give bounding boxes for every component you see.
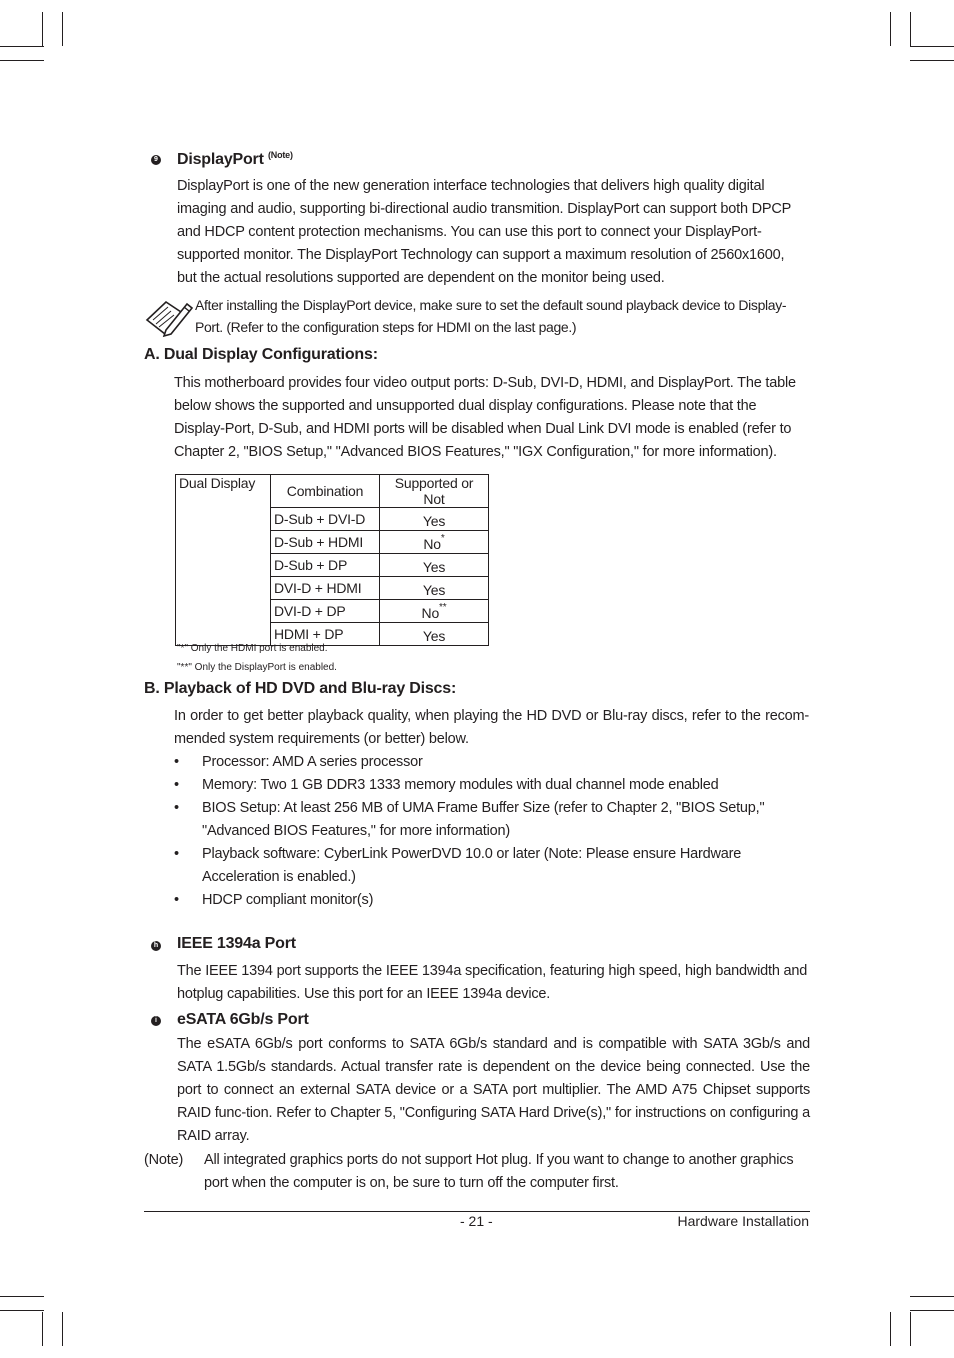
- supported-mark: *: [440, 532, 445, 544]
- bullet-dot: •: [174, 754, 179, 770]
- displayport-tip: After installing the DisplayPort device, make sure to set the default sound playback device to Display-Port. (Refer to the configuration steps for HDMI on the last page.): [195, 297, 787, 335]
- ieee-title: IEEE 1394a Port: [177, 935, 296, 952]
- list-item-text: HDCP compliant monitor(s): [202, 892, 374, 908]
- section-bullet-icon: h: [151, 941, 161, 951]
- table-header-supported: Supported or Not: [380, 475, 489, 508]
- list-item: [174, 889, 810, 912]
- bullet-dot: •: [174, 892, 179, 908]
- displayport-body: DisplayPort is one of the new generation interface technologies that delivers high quality digital imaging and audio, supporting bi-directional audio transmition. DisplayPort can support both DPCP and HDCP content protection mechanisms. You can use this port to connect your DisplayPort-supported monitor. The DisplayPort Technology can support a maximum resolution of 2560x1600, but the actual resolutions supported are dependent on the monitor being used.: [177, 178, 791, 286]
- page-number: - 21 -: [460, 1213, 493, 1229]
- table-header-combination: Combination: [271, 475, 380, 508]
- section-b-body: In order to get better playback quality, when playing the HD DVD or Blu-ray discs, refer to the recom-mended system requirements (or better) below.: [174, 708, 809, 747]
- esata-title: eSATA 6Gb/s Port: [177, 1011, 309, 1028]
- list-item-text: Processor: AMD A series processor: [202, 754, 423, 770]
- combination-cell: D-Sub + HDMI: [271, 531, 380, 554]
- list-item-text: BIOS Setup: At least 256 MB of UMA Frame Buffer Size (refer to Chapter 2, "BIOS Setup," "Advanced BIOS Features," for more information): [202, 800, 765, 839]
- dual-display-table: [175, 474, 489, 646]
- supported-value: Yes: [422, 558, 446, 575]
- section-bullet-icon: i: [151, 1016, 161, 1026]
- section-a-body: This motherboard provides four video output ports: D-Sub, DVI-D, HDMI, and DisplayPort. The table below shows the supported and unsupported dual display configurations. Please note that the Display-Port, D-Sub, and HDMI ports will be disabled when Dual Link DVI mode is enabled (refer to Chapter 2, "BIOS Setup," "Advanced BIOS Features," "IGX Configuration," for more information).: [174, 375, 796, 460]
- combination-cell: HDMI + DP: [271, 623, 380, 646]
- table-header-row: [176, 475, 489, 508]
- requirements-list: [174, 751, 810, 912]
- supported-cell: [380, 577, 489, 600]
- combination-cell: DVI-D + HDMI: [271, 577, 380, 600]
- displayport-note-ref: (Note): [267, 150, 293, 160]
- list-item: [174, 797, 810, 843]
- footer-rule: [144, 1211, 810, 1212]
- list-item: [174, 843, 810, 889]
- footnote-displayport: "**" Only the DisplayPort is enabled.: [177, 662, 337, 673]
- note-text: All integrated graphics ports do not support Hot plug. If you want to change to another graphics port when the computer is on, be sure to turn off the computer first.: [204, 1152, 794, 1191]
- bullet-dot: •: [174, 800, 179, 816]
- section-b-title: B. Playback of HD DVD and Blu-ray Discs:: [144, 680, 457, 697]
- esata-body: The eSATA 6Gb/s port conforms to SATA 6Gb/s standard and is compatible with SATA 3Gb/s and SATA 1.5Gb/s standards. Actual transfer rate is dependent on the device being connected. Use the port to connect an external SATA device or a SATA port multiplier. The AMD A75 Chipset supports RAID func-tion. Refer to Chapter 5, "Configuring SATA Hard Drive(s)," for instructions on configuring a RAID array.: [177, 1036, 810, 1144]
- pencil-paper-icon: [144, 298, 194, 340]
- bullet-dot: •: [174, 777, 179, 793]
- supported-cell: [380, 508, 489, 531]
- supported-value: No: [423, 535, 441, 552]
- table-header-dual-display: Dual Display: [176, 475, 271, 646]
- bullet-dot: •: [174, 846, 179, 862]
- list-item: [174, 774, 810, 797]
- supported-cell: [380, 600, 489, 623]
- displayport-title-text: DisplayPort: [177, 151, 264, 168]
- list-item-text: Memory: Two 1 GB DDR3 1333 memory modules with dual channel mode enabled: [202, 777, 719, 793]
- supported-cell: [380, 554, 489, 577]
- section-a-title: A. Dual Display Configurations:: [144, 346, 378, 363]
- supported-cell: [380, 531, 489, 554]
- displayport-title: [177, 150, 293, 169]
- combination-cell: DVI-D + DP: [271, 600, 380, 623]
- list-item: [174, 751, 810, 774]
- footer-section-title: Hardware Installation: [677, 1213, 809, 1229]
- supported-value: Yes: [422, 627, 446, 644]
- supported-cell: [380, 623, 489, 646]
- ieee-body: The IEEE 1394 port supports the IEEE 1394a specification, featuring high speed, high bandwidth and hotplug capabilities. Use this port for an IEEE 1394a device.: [177, 963, 808, 1002]
- section-bullet-icon: 9: [151, 155, 161, 165]
- supported-value: Yes: [422, 512, 446, 529]
- supported-mark: **: [439, 601, 447, 613]
- supported-value: Yes: [422, 581, 446, 598]
- list-item-text: Playback software: CyberLink PowerDVD 10.0 or later (Note: Please ensure Hardware Acceleration is enabled.): [202, 846, 742, 885]
- combination-cell: D-Sub + DVI-D: [271, 508, 380, 531]
- note-label: (Note): [144, 1152, 184, 1168]
- footnote-hdmi: "*" Only the HDMI port is enabled.: [177, 643, 328, 654]
- combination-cell: D-Sub + DP: [271, 554, 380, 577]
- supported-value: No: [421, 604, 440, 621]
